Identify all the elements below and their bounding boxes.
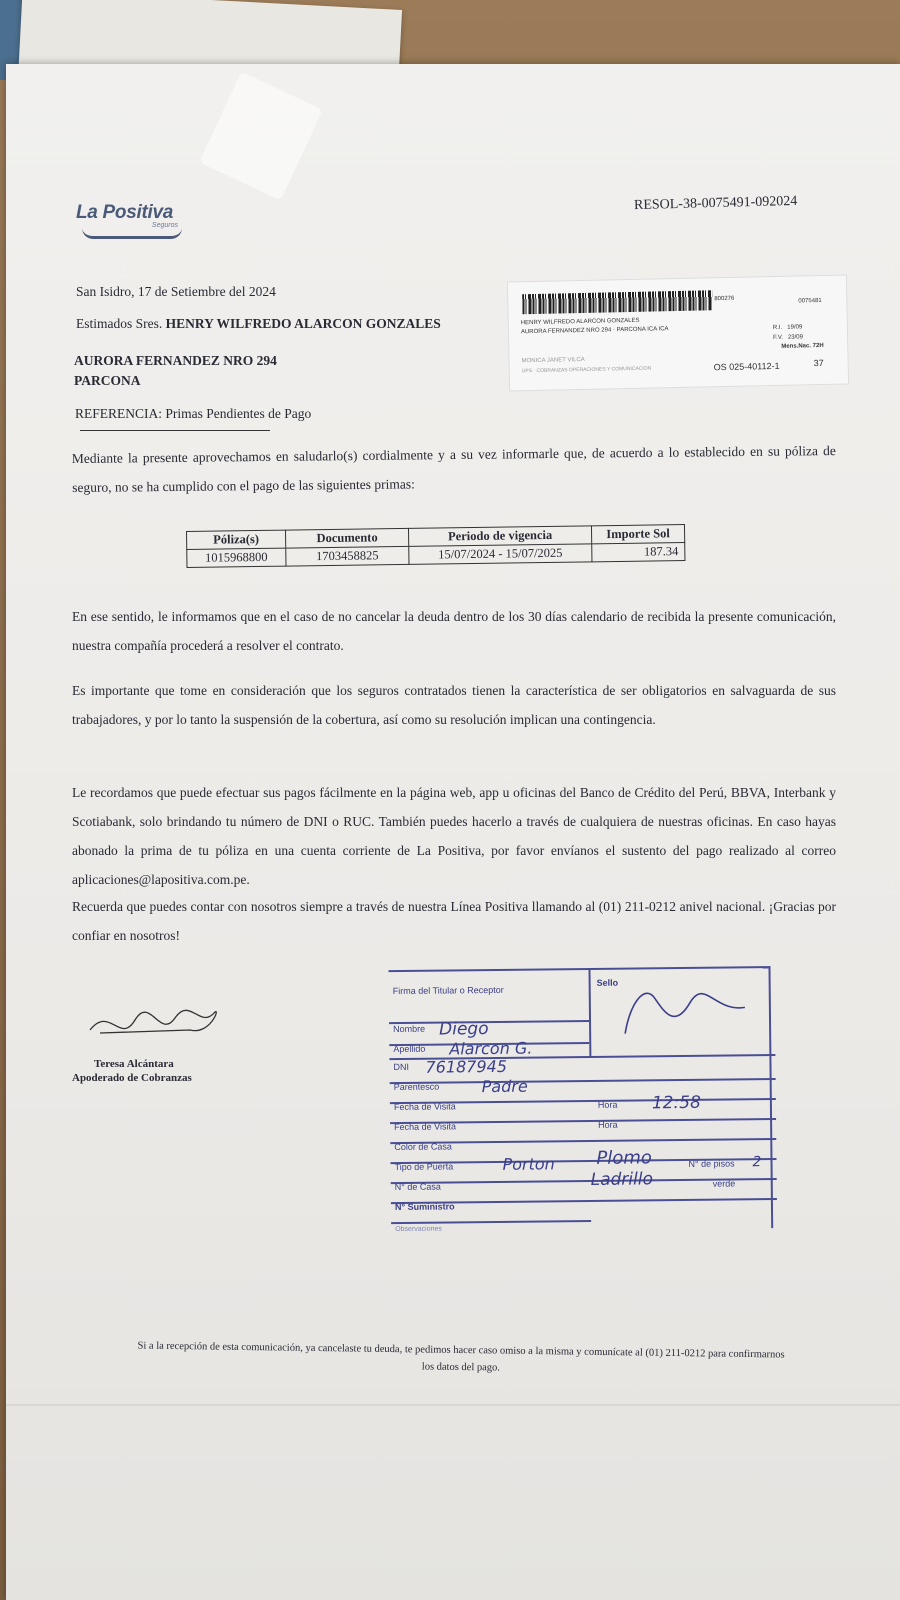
stamp-dni-value: 76187945 <box>425 1056 508 1077</box>
signatory-name: Teresa Alcántara <box>94 1058 174 1070</box>
letter-sheet <box>6 64 900 1600</box>
header-importe: Importe Sol <box>591 525 684 544</box>
cell-documento: 1703458825 <box>286 546 409 566</box>
barcode-code: 800276 <box>714 295 735 303</box>
mail-label <box>507 274 849 391</box>
stamp-firma-label: Firma del Titular o Receptor <box>392 984 504 997</box>
stamp-parentesco-value: Padre <box>481 1076 528 1097</box>
stamp-row-nombre: Nombre <box>389 1022 589 1046</box>
stamp-apellido-value: Alarcon G. <box>449 1038 533 1059</box>
stamp-row-fecha2: Fecha de Visita Hora <box>390 1118 776 1144</box>
reference-underline <box>80 430 270 431</box>
company-logo <box>76 202 196 229</box>
stamp-row-suministro: N° Suministro <box>391 1200 591 1224</box>
stamp-signature-icon <box>605 972 756 1044</box>
cell-importe: 187.34 <box>592 543 685 562</box>
stamp-row-nro: N° de Casa verde <box>391 1178 777 1204</box>
label-line-a: MONICA JANET VILCA <box>521 356 585 365</box>
logo-subtitle: Seguros <box>151 222 178 229</box>
stamp-pisos-value: 2 <box>752 1154 762 1171</box>
date-line: San Isidro, 17 de Setiembre del 2024 <box>76 284 276 299</box>
stamp-observ-label: Observaciones <box>395 1225 442 1234</box>
header-periodo: Periodo de vigencia <box>408 526 591 547</box>
label-mens: Mens.Nac. 72H <box>781 342 824 350</box>
label-address: AURORA FERNANDEZ NRO 294 · PARCONA ICA ICA <box>520 326 669 336</box>
paragraph-deadline: En ese sentido, le informamos que en el caso de no cancelar la deuda dentro de los 30 días calendario de recibida la presente comunicación, nuestra compañía procederá a resolver el contrato. <box>72 609 836 653</box>
logo-text: La Positiva <box>76 202 174 223</box>
paper-fold <box>6 1404 900 1406</box>
stamp-color-value: Plomo <box>596 1147 652 1169</box>
stamp-verde-value: Ladrillo <box>590 1169 654 1190</box>
signature-icon <box>80 1000 230 1050</box>
stamp-puerta-value: Porton <box>502 1154 555 1174</box>
stamp-row-parentesco: Parentesco <box>390 1078 776 1104</box>
footer-note: Si a la recepción de esta comunicación, ya cancelaste tu deuda, te pedimos hacer caso omiso a la misma y comunícate al (01) 211-0212 para confirmarnos los datos del pago. <box>137 1340 785 1374</box>
stamp-row-puerta: Tipo de Puerta N° de pisos <box>390 1158 776 1184</box>
paragraph-payment: Le recordamos que puede efectuar sus pagos fácilmente en la página web, app u oficinas del Banco de Crédito del Perú, BBVA, Interbank y Scotiabank, solo brindando tu número de DNI o RUC. También puedes hacerlo a través de cualquiera de nuestras oficinas. En caso hayas abonado la prima de tu póliza en una cuenta corriente de La Positiva, por favor envíanos el sustento del pago realizado al correo aplicaciones@lapositiva.com.pe. <box>72 785 836 887</box>
recipient-name: HENRY WILFREDO ALARCON GONZALES <box>165 316 441 331</box>
paragraph-obligatory: Es importante que tome en consideración que los seguros contratados tienen la característica de ser obligatorios en salvaguarda de sus trabajadores, y por lo tanto la suspensión de la cobertura, así como su resolución implican una contingencia. <box>72 683 836 727</box>
stamp-hora-value: 12:58 <box>651 1092 701 1114</box>
stamp-row-fecha: Fecha de Visita Hora <box>390 1098 776 1124</box>
cell-periodo: 15/07/2024 - 15/07/2025 <box>409 544 592 565</box>
stamp-row-apellido: Apellido <box>393 1043 426 1055</box>
cell-poliza: 1015968800 <box>187 548 286 567</box>
label-code: 0075481 <box>798 297 822 305</box>
header-poliza: Póliza(s) <box>187 530 286 549</box>
stamp-row-casa: Color de Casa <box>390 1138 776 1164</box>
label-line-b: UPS · COBRANZAS OPERACIONES Y COMUNICACION <box>521 365 652 375</box>
header-documento: Documento <box>285 528 408 548</box>
premium-table <box>186 524 685 568</box>
signatory-title: Apoderado de Cobranzas <box>72 1072 192 1084</box>
greeting-line <box>76 316 441 332</box>
stamp-sello-label: Sello <box>596 977 619 988</box>
logo-swoosh-icon <box>82 228 182 239</box>
label-ri: R.I. 19/09 <box>772 324 803 332</box>
barcode-icon <box>522 290 712 314</box>
label-os: OS 025-40112-1 <box>713 360 780 373</box>
label-name: HENRY WILFREDO ALARCON GONZALES <box>520 317 640 327</box>
address-line-1: AURORA FERNANDEZ NRO 294 <box>74 353 277 368</box>
label-os-num: 37 <box>813 357 824 369</box>
tape-mark <box>199 72 323 201</box>
resolution-code: RESOL-38-0075491-092024 <box>633 193 798 214</box>
reference-line: REFERENCIA: Primas Pendientes de Pago <box>75 406 312 421</box>
intro-paragraph: Mediante la presente aprovechamos en saludarlo(s) cordialmente y a su vez informarle que, de acuerdo a lo establecido en su póliza de seguro, no se ha cumplido con el pago de las siguientes primas: <box>71 443 836 495</box>
delivery-stamp <box>388 962 787 1266</box>
stamp-row-dni: DNI <box>389 1058 775 1084</box>
greeting-prefix: Estimados Sres. <box>76 316 163 331</box>
stamp-nombre-value: Diego <box>439 1019 489 1040</box>
address-line-2: PARCONA <box>74 373 141 388</box>
paragraph-contact: Recuerda que puedes contar con nosotros siempre a través de nuestra Línea Positiva llamando al (01) 211-0212 anivel nacional. ¡Gracias por confiar en nosotros! <box>72 899 836 943</box>
label-fv: F.V. 23/09 <box>773 334 804 342</box>
